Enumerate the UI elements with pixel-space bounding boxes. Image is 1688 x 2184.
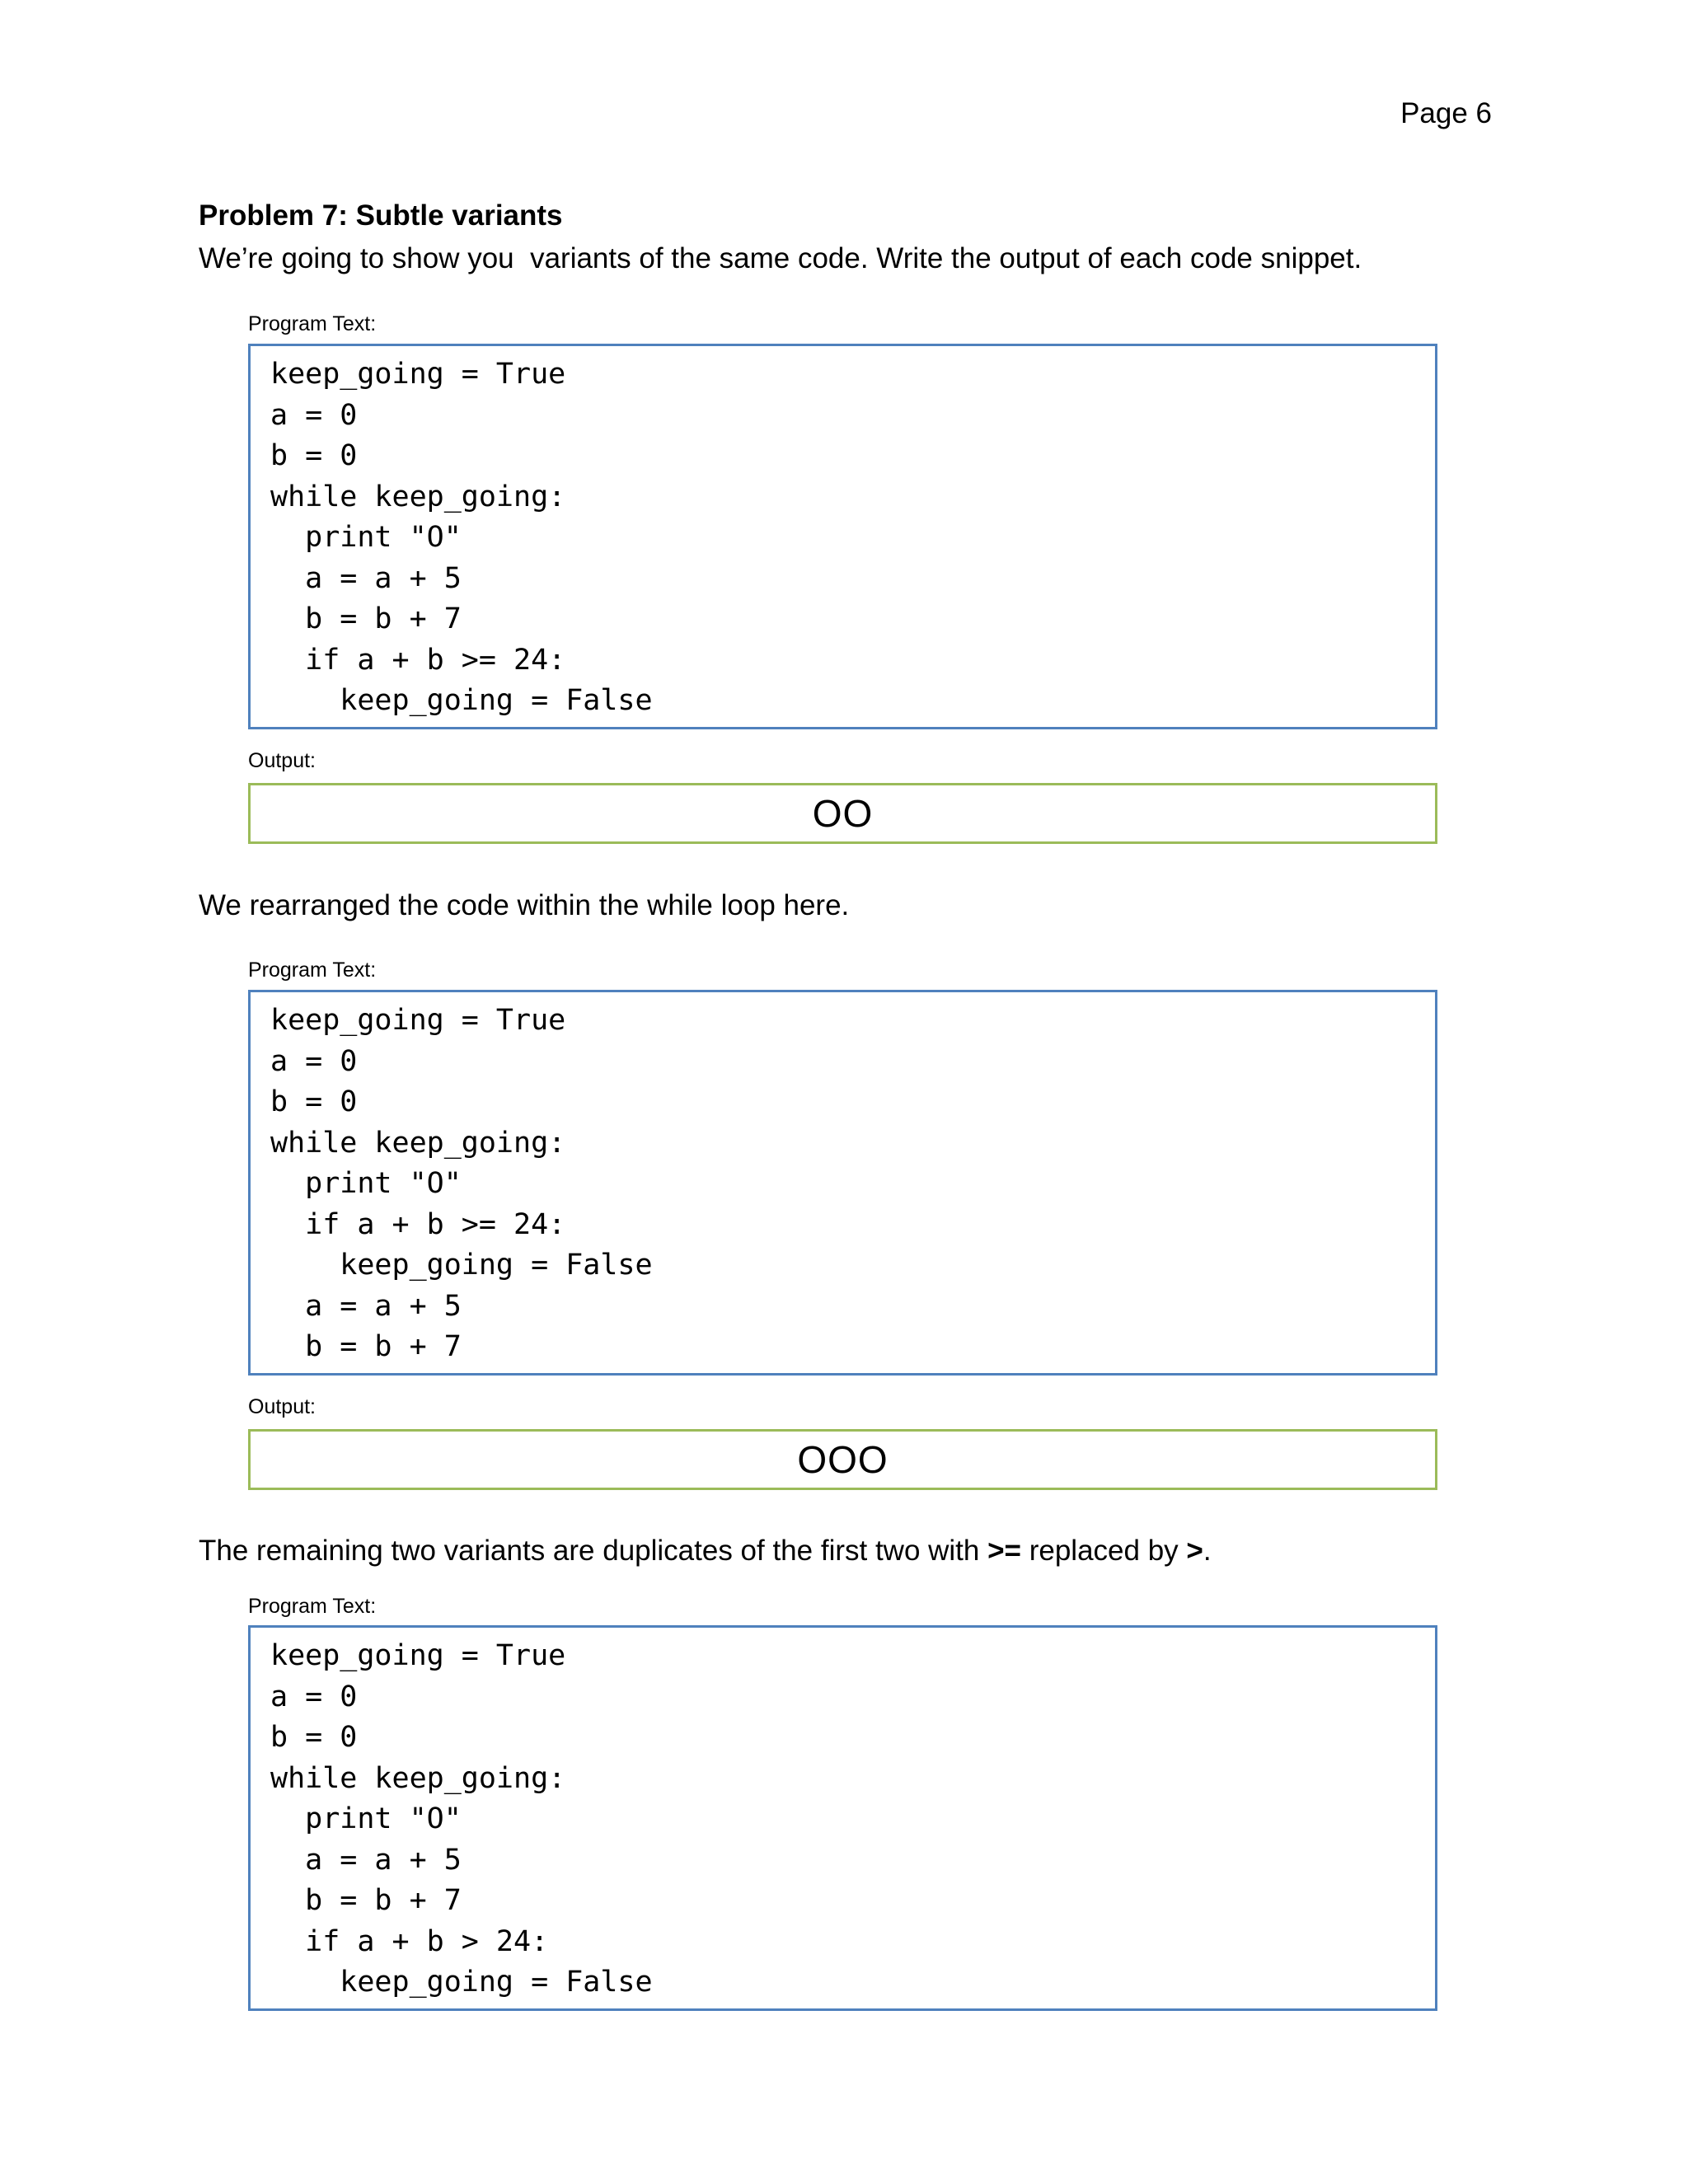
code-line: keep_going = True [270,1639,566,1672]
code-line: b = 0 [270,439,358,472]
code-line: if a + b >= 24: [270,1207,566,1241]
page-number: Page 6 [1400,97,1492,129]
code-line: a = 0 [270,398,358,432]
code-line: a = 0 [270,1044,358,1078]
problem-title: Problem 7: Subtle variants [199,199,563,232]
code-line: while keep_going: [270,1126,566,1160]
code-line: print "O" [270,1167,462,1200]
program-text-label: Program Text: [248,312,377,335]
code-box [248,990,1437,1376]
code-line: b = b + 7 [270,1330,462,1363]
output-label: Output: [248,1395,316,1418]
code-line: while keep_going: [270,1761,566,1795]
code-line: print "O" [270,1802,462,1835]
code-line: keep_going = False [270,1966,653,1999]
code-line: keep_going = True [270,358,566,391]
code-line: a = a + 5 [270,1289,462,1323]
code-line: keep_going = True [270,1004,566,1037]
output-answer-box[interactable] [248,783,1437,844]
program-text-label: Program Text: [248,1595,377,1618]
code-line: b = 0 [270,1085,358,1118]
note-text: The remaining two variants are duplicates of the first two with [199,1535,988,1567]
code-line: if a + b > 24: [270,1924,549,1958]
code-line: b = b + 7 [270,1884,462,1917]
code-line: a = a + 5 [270,561,462,595]
code-box [248,1625,1437,2011]
code-line: a = 0 [270,1680,358,1713]
code-box [248,344,1437,729]
note-operator: >= [987,1535,1021,1567]
rearranged-note: We rearranged the code within the while loop here. [199,889,850,921]
output-answer-text: OO [812,792,874,835]
code-line: print "O" [270,521,462,554]
note-operator: > [1186,1535,1203,1567]
code-line: keep_going = False [270,1249,653,1282]
output-label: Output: [248,749,316,772]
output-answer-text: OOO [797,1438,889,1481]
code-line: b = b + 7 [270,602,462,635]
code-line: if a + b >= 24: [270,643,566,677]
note-text: replaced by [1021,1535,1187,1567]
remaining-variants-note [199,1535,1212,1568]
code-line: a = a + 5 [270,1843,462,1877]
code-line: keep_going = False [270,684,653,717]
program-text-label: Program Text: [248,958,377,982]
code-line: while keep_going: [270,480,566,513]
output-answer-box[interactable] [248,1429,1437,1490]
note-text: . [1203,1535,1212,1567]
code-line: b = 0 [270,1721,358,1754]
problem-intro: We’re going to show you variants of the same code. Write the output of each code snippet. [199,242,1362,274]
